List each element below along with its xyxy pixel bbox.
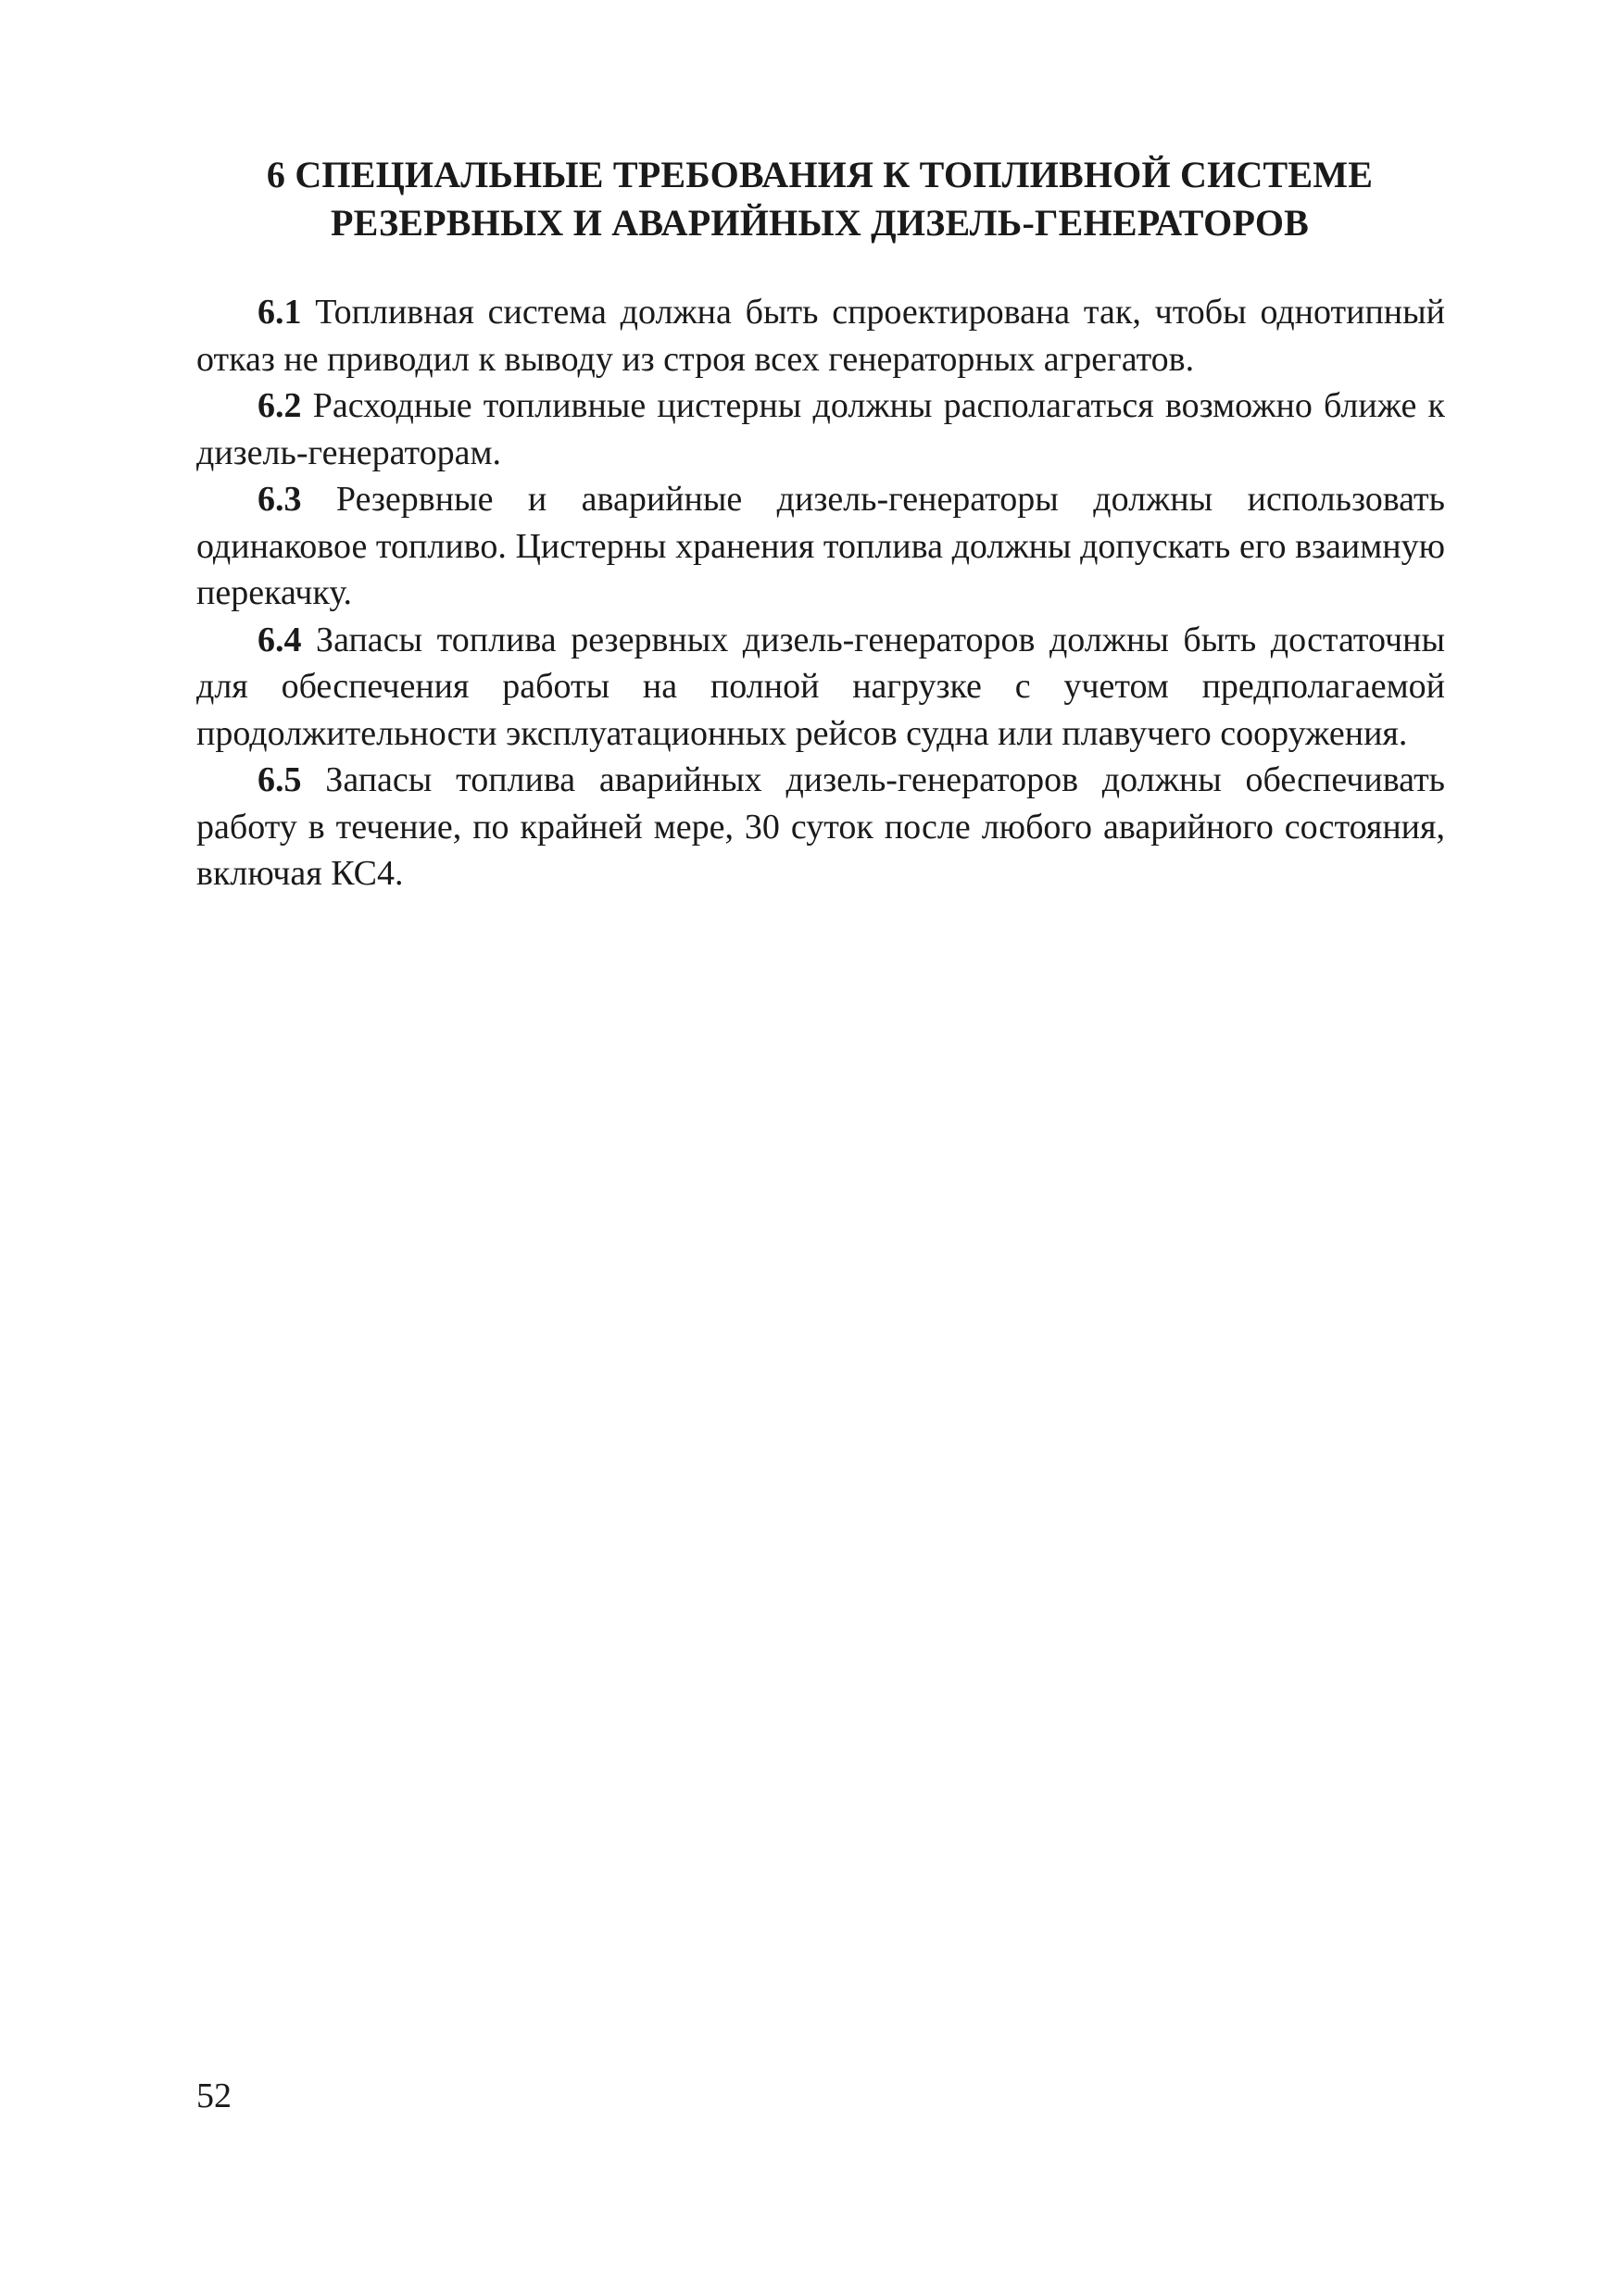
paragraph-text: Запасы топлива резервных дизель-генераторов должны быть достаточны для обеспечения работы на полной нагрузке с учетом предполагаемой продолжительности эксплуатационных рейсов судна или плавучего сооружения. bbox=[196, 620, 1445, 753]
paragraph-6-1 bbox=[196, 289, 1445, 383]
paragraph-number: 6.5 bbox=[258, 760, 302, 799]
paragraph-text: Топливная система должна быть спроектирована так, чтобы однотипный отказ не приводил к выводу из строя всех генераторных агрегатов. bbox=[196, 293, 1445, 379]
page-number: 52 bbox=[196, 2076, 232, 2115]
section-body bbox=[196, 289, 1445, 897]
paragraph-number: 6.2 bbox=[258, 386, 302, 425]
paragraph-number: 6.3 bbox=[258, 480, 302, 519]
paragraph-6-4 bbox=[196, 617, 1445, 758]
paragraph-text: Резервные и аварийные дизель-генераторы должны использовать одинаковое топливо. Цистерны хранения топлива должны допускать его взаимную перекачку. bbox=[196, 480, 1445, 612]
section-heading-line-2: РЕЗЕРВНЫХ И АВАРИЙНЫХ ДИЗЕЛЬ-ГЕНЕРАТОРОВ bbox=[330, 202, 1310, 244]
paragraph-text: Запасы топлива аварийных дизель-генераторов должны обеспечивать работу в течение, по крайней мере, 30 суток после любого аварийного состояния, включая КС4. bbox=[196, 760, 1445, 893]
paragraph-number: 6.4 bbox=[258, 620, 302, 659]
section-heading bbox=[195, 151, 1445, 247]
paragraph-number: 6.1 bbox=[258, 293, 302, 332]
paragraph-text: Расходные топливные цистерны должны располагаться возможно ближе к дизель-генераторам. bbox=[196, 386, 1445, 472]
paragraph-6-5 bbox=[196, 757, 1445, 897]
paragraph-6-3 bbox=[196, 476, 1445, 617]
section-heading-line-1: 6 СПЕЦИАЛЬНЫЕ ТРЕБОВАНИЯ К ТОПЛИВНОЙ СИСТЕМЕ bbox=[266, 154, 1374, 195]
paragraph-6-2 bbox=[196, 383, 1445, 476]
